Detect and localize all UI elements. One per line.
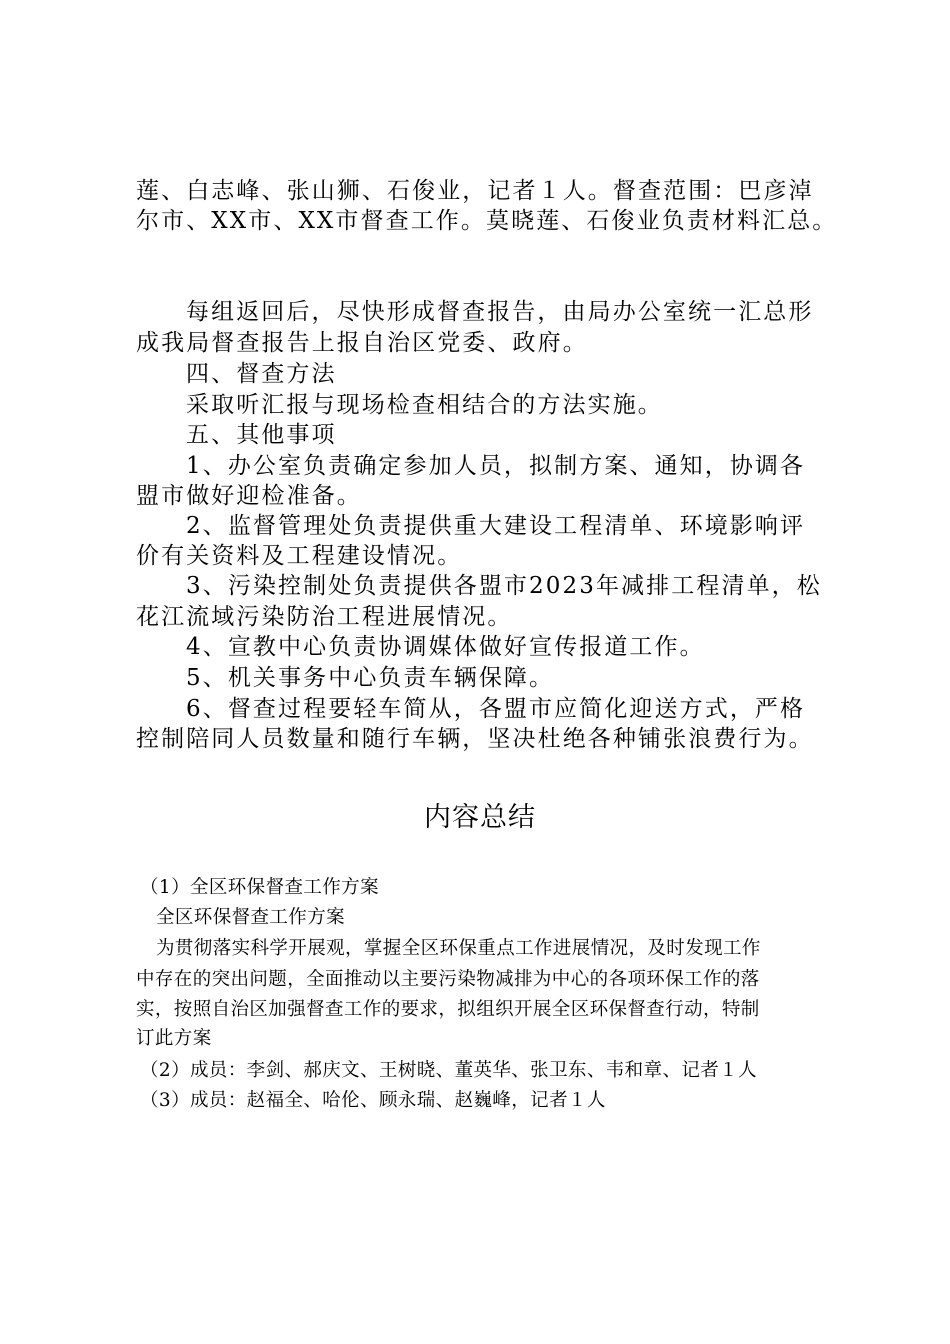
summary-line: （3）成员：赵福全、哈伦、顾永瑞、赵巍峰，记者１人 (140, 1090, 606, 1111)
paragraph-line: 每组返回后，尽快形成督查报告，由局办公室统一汇总形 (186, 299, 814, 325)
summary-title: 内容总结 (424, 802, 536, 833)
summary-line: 为贯彻落实科学开展观，掌握全区环保重点工作进展情况，及时发现工作 (156, 938, 761, 959)
paragraph-line: 控制陪同人员数量和随行车辆，坚决杜绝各种铺张浪费行为。 (136, 726, 814, 752)
paragraph-line: 盟市做好迎检准备。 (136, 483, 362, 509)
summary-line: 订此方案 (136, 1028, 212, 1049)
paragraph-line: 花江流域污染防治工程进展情况。 (136, 604, 513, 630)
paragraph-line: 1、办公室负责确定参加人员，拟制方案、通知，协调各 (186, 453, 806, 479)
paragraph-line: 莲、白志峰、张山狮、石俊业，记者１人。督查范围：巴彦淖 (136, 178, 814, 204)
paragraph-line: 6、督查过程要轻车简从，各盟市应简化迎送方式，严格 (186, 696, 806, 722)
paragraph-line: 2、监督管理处负责提供重大建设工程清单、环境影响评 (186, 513, 806, 539)
summary-line: 实，按照自治区加强督查工作的要求，拟组织开展全区环保督查行动，特制 (136, 999, 760, 1020)
paragraph-line: 尔市、XX市、XX市督查工作。莫晓莲、石俊业负责材料汇总。 (136, 208, 838, 234)
section-heading: 四、督查方法 (186, 361, 337, 387)
section-heading: 五、其他事项 (186, 422, 337, 448)
paragraph-line: 价有关资料及工程建设情况。 (136, 543, 463, 569)
summary-line: 中存在的突出问题，全面推动以主要污染物减排为中心的各项环保工作的落 (136, 969, 760, 990)
paragraph-line: 成我局督查报告上报自治区党委、政府。 (136, 330, 588, 356)
paragraph-line: 4、宣教中心负责协调媒体做好宣传报道工作。 (186, 634, 705, 660)
summary-line: （2）成员：李剑、郝庆文、王树晓、董英华、张卫东、韦和章、记者１人 (140, 1060, 757, 1081)
paragraph-line: 5、机关事务中心负责车辆保障。 (186, 665, 555, 691)
summary-line: （1）全区环保督查工作方案 (140, 877, 379, 898)
paragraph-line: 采取听汇报与现场检查相结合的方法实施。 (186, 392, 663, 418)
paragraph-line: 3、污染控制处负责提供各盟市2023年减排工程清单，松 (186, 573, 822, 599)
summary-line: 全区环保督查工作方案 (156, 907, 346, 928)
